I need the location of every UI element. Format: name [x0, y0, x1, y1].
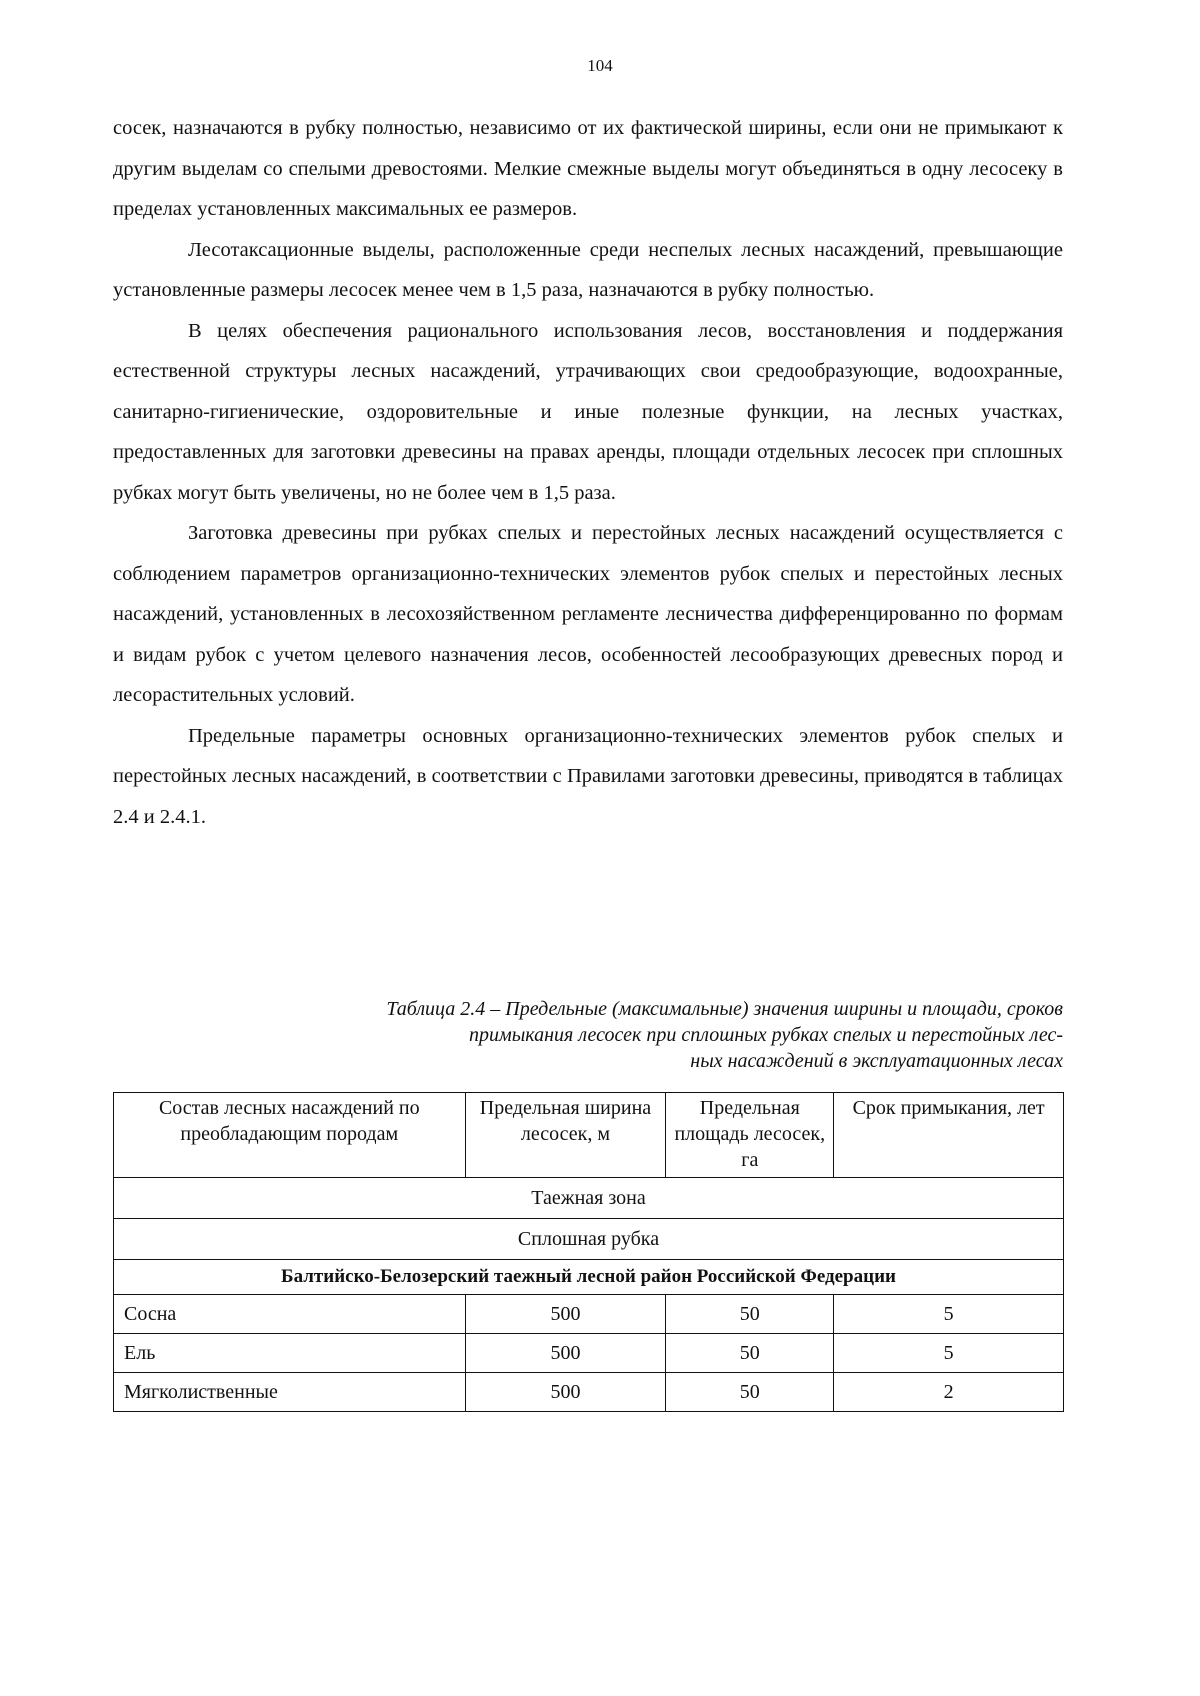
table-header-row: [114, 1093, 1064, 1178]
table-caption-line-2: примыкания лесосек при сплошных рубках спелых и перестойных лес-: [468, 1024, 1063, 1046]
paragraph-4: Заготовка древесины при рубках спелых и перестойных лесных насаждений осуществляется с соблюдением параметров организационно-технических элементов рубок спелых и перестойных лесных насаждений, установленных в лесохозяйственном регламенте лесничества дифференцированно по формам и видам рубок с учетом целевого назначения лесов, особенностей лесообразующих древесных пород и лесорастительных условий.: [113, 522, 1063, 706]
width-cell: 500: [465, 1295, 666, 1334]
page-number: 104: [587, 56, 613, 75]
table-row: [114, 1334, 1064, 1373]
table-caption-line-1: Таблица 2.4 – Предельные (максимальные) значения ширины и площади, сроков: [386, 998, 1063, 1020]
table-row: [114, 1295, 1064, 1334]
header-max-area: Предельная площадь лесосек, га: [666, 1093, 834, 1178]
term-cell: 5: [834, 1334, 1064, 1373]
width-cell: 500: [465, 1373, 666, 1412]
region-row: [114, 1260, 1064, 1295]
paragraph-1: сосек, назначаются в рубку полностью, независимо от их фактической ширины, если они не примыкают к другим выделам со спелыми древостоями. Мелкие смежные выделы могут объединяться в одну лесосеку в пределах установленных максимальных ее размеров.: [113, 117, 1063, 220]
area-cell: 50: [666, 1295, 834, 1334]
cutting-norms-table: [113, 1092, 1064, 1412]
paragraph-3: В целях обеспечения рационального использования лесов, восстановления и поддержания естественной структуры лесных насаждений, утрачивающих свои средообразующие, водоохранные, санитарно-гигиенические, оздоровительные и иные полезные функции, на лесных участках, предоставленных для заготовки древесины на правах аренды, площади отдельных лесосек при сплошных рубках могут быть увеличены, но не более чем в 1,5 раза.: [113, 319, 1063, 504]
paragraph-5: Предельные параметры основных организационно-технических элементов рубок спелых и перестойных лесных насаждений, в соответствии с Правилами заготовки древесины, приводятся в таблицах 2.4 и 2.4.1.: [113, 724, 1063, 828]
table-caption-line-3: ных насаждений в эксплуатационных лесах: [690, 1050, 1063, 1072]
table-caption: [190, 996, 1063, 1074]
term-cell: 2: [834, 1373, 1064, 1412]
table-row: [114, 1373, 1064, 1412]
zone-row: [114, 1178, 1064, 1219]
header-max-width: Предельная ширина лесосек, м: [465, 1093, 666, 1178]
species-cell: Сосна: [114, 1295, 466, 1334]
zone-cell: Таежная зона: [114, 1178, 1064, 1219]
region-cell: Балтийско-Белозерский таежный лесной район Российской Федерации: [114, 1260, 1064, 1295]
area-cell: 50: [666, 1334, 834, 1373]
species-cell: Мягколиственные: [114, 1373, 466, 1412]
species-cell: Ель: [114, 1334, 466, 1373]
width-cell: 500: [465, 1334, 666, 1373]
cutting-type-cell: Сплошная рубка: [114, 1219, 1064, 1260]
header-composition: Состав лесных насаждений по преобладающим породам: [114, 1093, 466, 1178]
term-cell: 5: [834, 1295, 1064, 1334]
header-adjacency-term: Срок примыкания, лет: [834, 1093, 1064, 1178]
body-text: [113, 108, 1063, 837]
paragraph-2: Лесотаксационные выделы, расположенные среди неспелых лесных насаждений, превышающие установленные размеры лесосек менее чем в 1,5 раза, назначаются в рубку полностью.: [113, 238, 1063, 301]
area-cell: 50: [666, 1373, 834, 1412]
cutting-type-row: [114, 1219, 1064, 1260]
